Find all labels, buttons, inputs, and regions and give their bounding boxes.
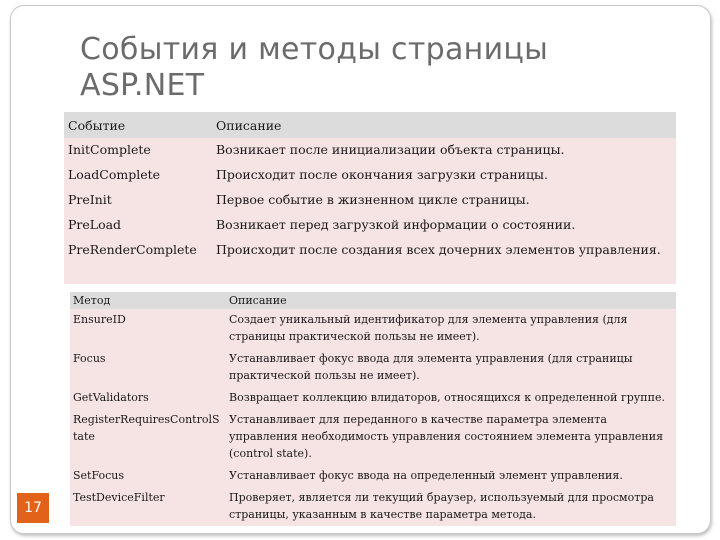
event-name: InitComplete xyxy=(64,138,212,163)
event-description: Происходит после создания всех дочерних элементов управления. xyxy=(212,238,676,284)
methods-header-description: Описание xyxy=(226,292,676,309)
method-name: Focus xyxy=(70,348,226,387)
table-row xyxy=(70,465,676,487)
events-header-description: Описание xyxy=(212,112,676,138)
table-row xyxy=(64,213,676,238)
method-description: Устанавливает фокус ввода для элемента управления (для страницы практической пользы не имеет). xyxy=(226,348,676,387)
event-name: PreRenderComplete xyxy=(64,238,212,284)
table-row xyxy=(64,238,676,284)
methods-header-method: Метод xyxy=(70,292,226,309)
events-header-row xyxy=(64,112,676,138)
table-row xyxy=(64,138,676,163)
event-name: LoadComplete xyxy=(64,163,212,188)
event-name: PreInit xyxy=(64,188,212,213)
events-table xyxy=(64,112,676,284)
table-row xyxy=(70,387,676,409)
method-description: Устанавливает фокус ввода на определенный элемент управления. xyxy=(226,465,676,487)
method-description: Создает уникальный идентификатор для элемента управления (для страницы практической пользы не имеет). xyxy=(226,309,676,348)
table-row xyxy=(64,188,676,213)
method-name: TestDeviceFilter xyxy=(70,487,226,526)
title-line-2: ASP.NET xyxy=(80,68,205,103)
method-name: EnsureID xyxy=(70,309,226,348)
method-name: GetValidators xyxy=(70,387,226,409)
event-description: Происходит после окончания загрузки страницы. xyxy=(212,163,676,188)
methods-table xyxy=(70,292,676,526)
table-row xyxy=(64,163,676,188)
table-row xyxy=(70,487,676,526)
methods-header-row xyxy=(70,292,676,309)
slide-title xyxy=(80,32,680,104)
event-description: Первое событие в жизненном цикле страницы. xyxy=(212,188,676,213)
title-line-1: События и методы страницы xyxy=(80,32,549,67)
slide-number-badge: 17 xyxy=(17,493,49,523)
event-name: PreLoad xyxy=(64,213,212,238)
table-row xyxy=(70,309,676,348)
table-row xyxy=(70,348,676,387)
method-description: Проверяет, является ли текущий браузер, используемый для просмотра страницы, указанным в качестве параметра метода. xyxy=(226,487,676,526)
event-description: Возникает перед загрузкой информации о состоянии. xyxy=(212,213,676,238)
method-description: Устанавливает для переданного в качестве параметра элемента управления необходимость управления состоянием элемента управления (control state). xyxy=(226,409,676,465)
events-header-event: Событие xyxy=(64,112,212,138)
method-name: RegisterRequiresControlState xyxy=(70,409,226,465)
method-description: Возвращает коллекцию влидаторов, относящихся к определенной группе. xyxy=(226,387,676,409)
table-row xyxy=(70,409,676,465)
method-name: SetFocus xyxy=(70,465,226,487)
event-description: Возникает после инициализации объекта страницы. xyxy=(212,138,676,163)
